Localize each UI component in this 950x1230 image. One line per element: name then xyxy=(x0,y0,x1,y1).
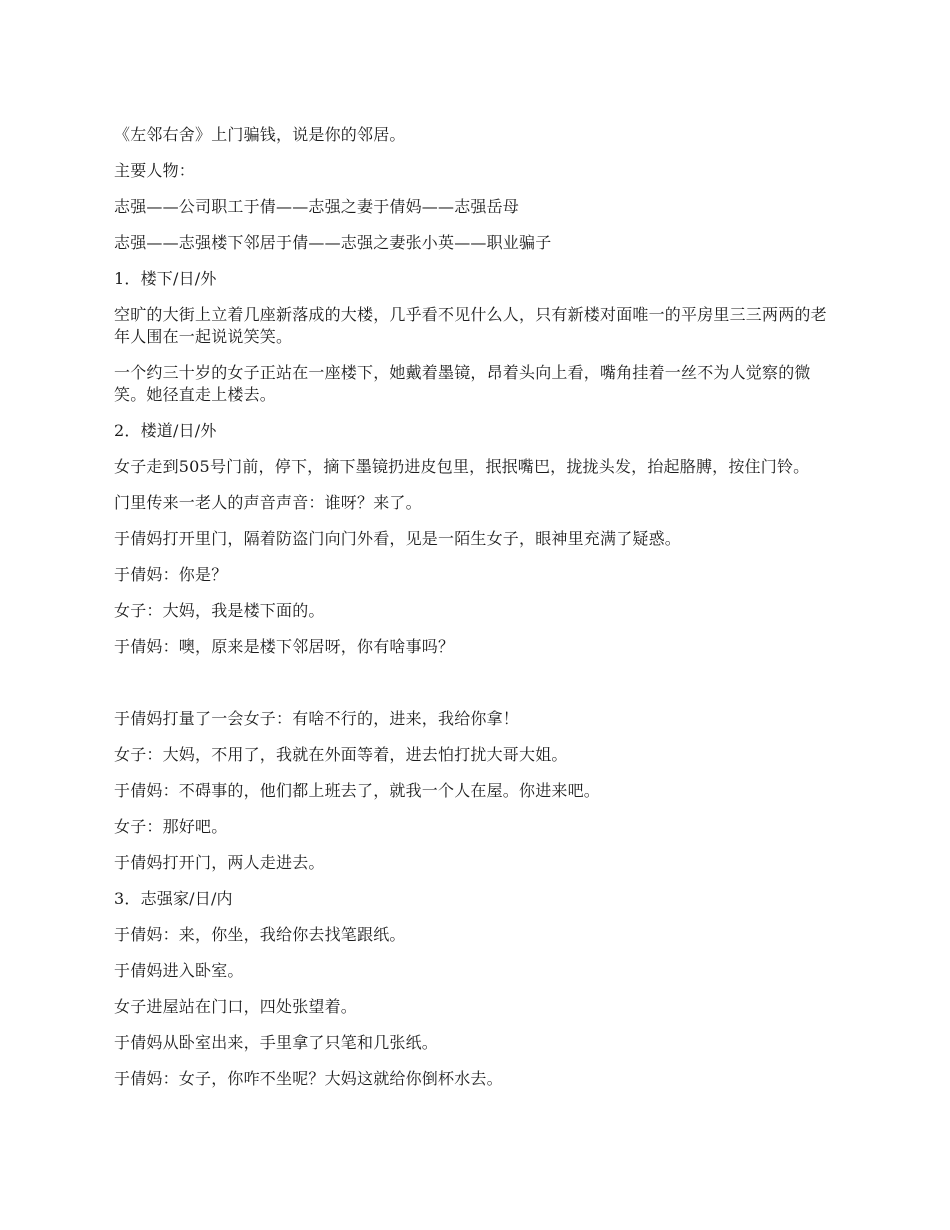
dialogue-line: 女子：那好吧。 xyxy=(114,817,228,836)
characters-line-1: 志强——公司职工于倩——志强之妻于倩妈——志强岳母 xyxy=(114,197,520,216)
paragraph: 于倩妈打量了一会女子：有啥不行的，进来，我给你拿！ xyxy=(114,709,520,728)
paragraph: 于倩妈打开门，两人走进去。 xyxy=(114,853,325,872)
dialogue-line: 于倩妈：来，你坐，我给你去找笔跟纸。 xyxy=(114,925,406,944)
paragraph: 女子进屋站在门口，四处张望着。 xyxy=(114,997,358,1016)
characters-heading: 主要人物： xyxy=(114,161,196,180)
paragraph: 于倩妈从卧室出来，手里拿了只笔和几张纸。 xyxy=(114,1033,439,1052)
dialogue-line: 于倩妈：女子，你咋不坐呢？大妈这就给你倒杯水去。 xyxy=(114,1069,503,1088)
dialogue-line: 女子：大妈，我是楼下面的。 xyxy=(114,601,325,620)
title-line: 《左邻右舍》上门骗钱，说是你的邻居。 xyxy=(114,125,406,144)
scene-heading-1: 1．楼下/日/外 xyxy=(114,269,217,288)
scene-heading-3: 3．志强家/日/内 xyxy=(114,889,233,908)
paragraph: 门里传来一老人的声音声音：谁呀？来了。 xyxy=(114,493,422,512)
dialogue-line: 女子：大妈，不用了，我就在外面等着，进去怕打扰大哥大姐。 xyxy=(114,745,568,764)
paragraph: 于倩妈进入卧室。 xyxy=(114,961,244,980)
characters-line-2: 志强——志强楼下邻居于倩——志强之妻张小英——职业骗子 xyxy=(114,233,552,252)
paragraph: 于倩妈打开里门，隔着防盗门向门外看，见是一陌生女子，眼神里充满了疑惑。 xyxy=(114,529,682,548)
paragraph: 空旷的大街上立着几座新落成的大楼，几乎看不见什么人，只有新楼对面唯一的平房里三三两两的老年人围在一起说说笑笑。 xyxy=(114,305,827,346)
blank-gap xyxy=(114,672,840,708)
paragraph: 一个约三十岁的女子正站在一座楼下，她戴着墨镜，昂着头向上看，嘴角挂着一丝不为人觉察的微笑。她径直走上楼去。 xyxy=(114,363,811,404)
scene-heading-2: 2．楼道/日/外 xyxy=(114,421,217,440)
dialogue-line: 于倩妈：不碍事的，他们都上班去了，就我一个人在屋。你进来吧。 xyxy=(114,781,601,800)
paragraph: 女子走到505号门前，停下，摘下墨镜扔进皮包里，抿抿嘴巴，拢拢头发，抬起胳膊，按住门铃。 xyxy=(114,457,810,476)
dialogue-line: 于倩妈：你是？ xyxy=(114,565,228,584)
dialogue-line: 于倩妈：噢，原来是楼下邻居呀，你有啥事吗？ xyxy=(114,637,455,656)
